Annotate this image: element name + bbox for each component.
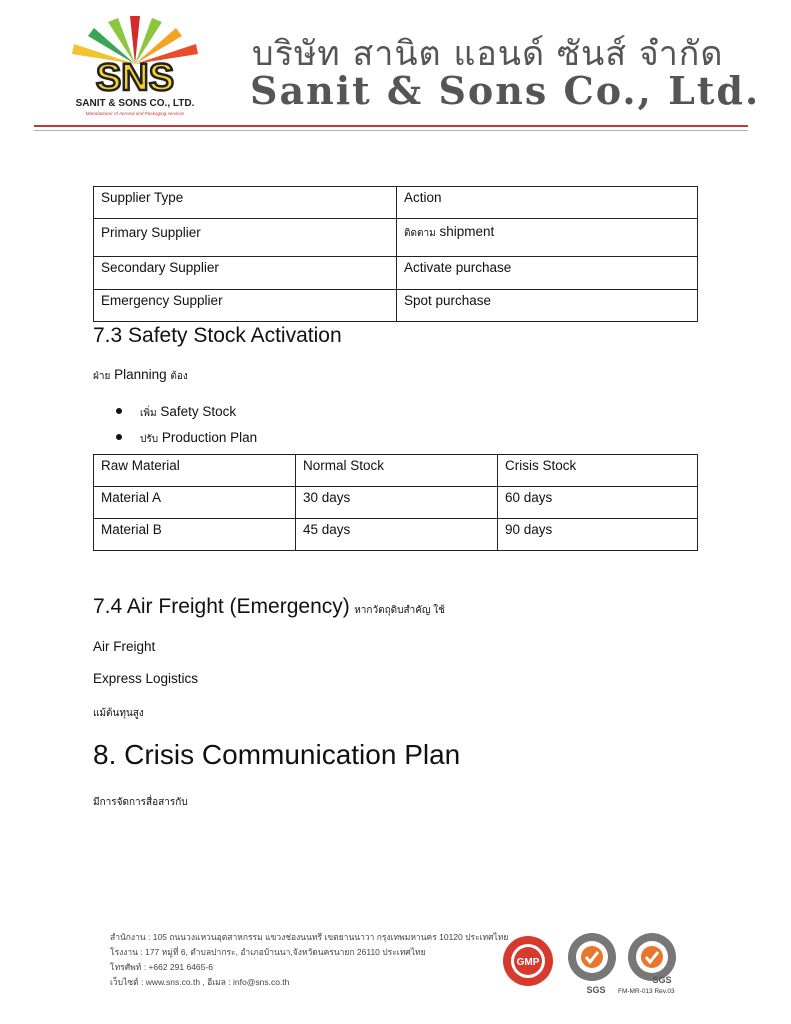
svg-text:GMP: GMP	[516, 957, 540, 968]
table-cell: Material A	[94, 487, 296, 519]
footer-web: เว็บไซต์ : www.sns.co.th , อีเมล : info@sns.co.th	[110, 977, 290, 987]
list-item-text: Safety Stock	[160, 404, 237, 419]
section-heading-7-4-line	[93, 595, 445, 619]
table-cell: Material B	[94, 519, 296, 551]
gmp-badge-icon	[503, 936, 553, 986]
iso-14001-sgs-badge-icon	[628, 933, 676, 985]
header-divider-gray	[34, 130, 748, 131]
table-cell: Spot purchase	[397, 290, 698, 322]
footer-phone: โทรศัพท์ : +662 291 6465-6	[110, 962, 213, 972]
paragraph-line: Express Logistics	[93, 671, 199, 686]
table-header-row	[94, 187, 698, 219]
footer-office: สำนักงาน : 105 ถนนวงแหวนอุตสาหกรรม แขวงช่องนนทรี เขตยานนาวา กรุงเทพมหานคร 10120 ประเทศไทย	[110, 932, 509, 942]
table-header-cell: Normal Stock	[296, 455, 498, 487]
company-name-thai: บริษัท สานิต แอนด์ ซันส์ จำกัด	[252, 34, 724, 74]
table-row	[94, 257, 698, 290]
section-8-intro-thai: มีการจัดการสื่อสารกับ	[93, 797, 188, 808]
header-divider-red	[34, 125, 748, 127]
cell-text: shipment	[439, 224, 495, 239]
logo-company: SANIT & SONS CO., LTD.	[75, 98, 195, 109]
table-cell: 60 days	[498, 487, 698, 519]
table-cell: 45 days	[296, 519, 498, 551]
bullet-icon	[116, 408, 122, 414]
table-cell: 30 days	[296, 487, 498, 519]
logo-tagline: Manufacturer of Aerosol and Packaging services	[85, 111, 185, 116]
list-item-text: Production Plan	[161, 430, 258, 445]
list-item-thai: ปรับ	[140, 434, 159, 445]
table-cell: Activate purchase	[397, 257, 698, 290]
list-item-thai: เพิ่ม	[140, 408, 157, 419]
paragraph-note-thai: แม้ต้นทุนสูง	[93, 708, 144, 719]
section-heading-7-4-thai: หากวัตถุดิบสำคัญ ใช้	[354, 605, 445, 616]
svg-text:SGS: SGS	[586, 985, 606, 995]
company-logo	[50, 12, 220, 120]
table-header-cell: Action	[397, 187, 698, 219]
table-row	[94, 290, 698, 322]
iso-9001-sgs-badge-icon	[568, 933, 616, 995]
form-revision-code: FM-MR-013 Rev.03	[618, 988, 675, 995]
intro-thai: ฝ่าย	[93, 371, 111, 382]
section-heading-7-4: 7.4 Air Freight (Emergency)	[93, 595, 350, 618]
table-row	[94, 519, 698, 551]
paragraph-line: Air Freight	[93, 639, 156, 654]
list-item	[116, 404, 236, 421]
footer-address-block	[110, 930, 508, 990]
section-heading-8: 8. Crisis Communication Plan	[93, 739, 461, 770]
footer-factory: โรงงาน : 177 หมู่ที่ 6, ตำบลปากระ, อำเภอบ้านนา,จังหวัดนครนายก 26110 ประเทศไทย	[110, 947, 426, 957]
safety-stock-table	[93, 454, 698, 551]
supplier-action-table	[93, 186, 698, 322]
intro-thai: ต้อง	[170, 371, 188, 382]
company-name-english: Sanit & Sons Co., Ltd.	[250, 68, 761, 113]
table-header-row	[94, 455, 698, 487]
bullet-icon	[116, 434, 122, 440]
section-7-3-intro	[93, 367, 188, 384]
table-cell: Secondary Supplier	[94, 257, 397, 290]
table-row	[94, 487, 698, 519]
table-header-cell: Supplier Type	[94, 187, 397, 219]
cell-thai-text: ติดตาม	[404, 228, 436, 239]
list-item	[116, 430, 257, 447]
table-cell: Emergency Supplier	[94, 290, 397, 322]
table-header-cell: Raw Material	[94, 455, 296, 487]
logo-text: SNS	[95, 57, 175, 99]
intro-en: Planning	[114, 367, 167, 382]
table-cell	[397, 219, 698, 257]
section-heading-7-3: 7.3 Safety Stock Activation	[93, 324, 342, 347]
table-header-cell: Crisis Stock	[498, 455, 698, 487]
svg-text:SGS: SGS	[652, 975, 672, 985]
table-cell: 90 days	[498, 519, 698, 551]
table-row	[94, 219, 698, 257]
table-cell: Primary Supplier	[94, 219, 397, 257]
